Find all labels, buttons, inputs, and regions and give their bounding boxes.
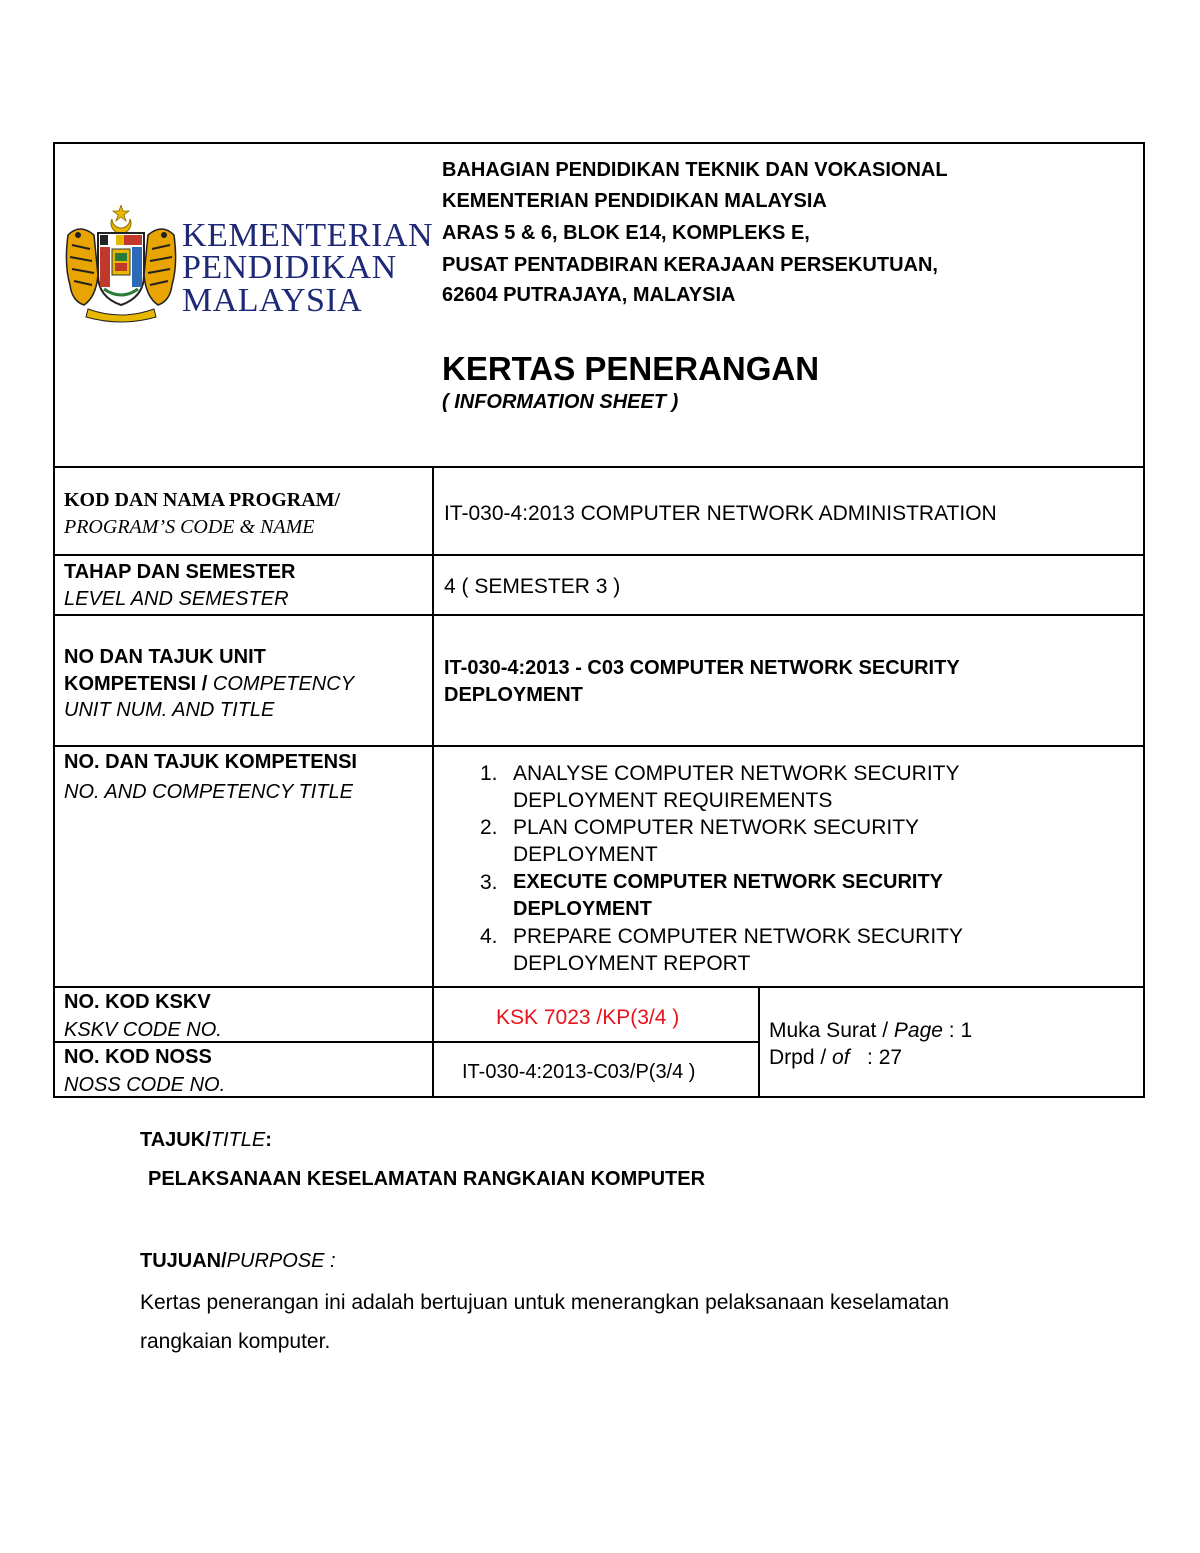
purpose-text-line-2: rangkaian komputer. [140,1330,331,1353]
purpose-text-line-1: Kertas penerangan ini adalah bertujuan untuk menerangkan pelaksanaan keselamatan [140,1291,950,1314]
noss-label-en: NOSS CODE NO. [64,1074,226,1096]
list-item-line-2: DEPLOYMENT [513,843,658,866]
level-value: 4 ( SEMESTER 3 ) [444,575,621,598]
unit-label-bm-2: KOMPETENSI / [64,673,213,695]
document-subtitle: ( INFORMATION SHEET ) [442,391,679,413]
program-label-en: PROGRAM’S CODE & NAME [64,516,315,538]
address-line-3: ARAS 5 & 6, BLOK E14, KOMPLEKS E, [442,222,810,244]
ministry-logo [60,205,432,325]
kskv-label-en: KSKV CODE NO. [64,1019,222,1041]
document-title: KERTAS PENERANGAN [442,350,820,387]
purpose-label-en: PURPOSE : [226,1250,336,1272]
kskv-label-bm: NO. KOD KSKV [64,991,211,1013]
list-item-line-2: DEPLOYMENT REPORT [513,952,751,975]
program-label-bm: KOD DAN NAMA PROGRAM/ [64,489,341,511]
address-line-1: BAHAGIAN PENDIDIKAN TEKNIK DAN VOKASIONAL [442,159,948,181]
unit-label-line-2 [64,674,354,694]
unit-label-bm-1: NO DAN TAJUK UNIT [64,646,266,668]
unit-value-2: DEPLOYMENT [444,684,583,706]
page-label-en: Page [893,1019,943,1042]
noss-label-bm: NO. KOD NOSS [64,1046,212,1068]
unit-label-en-2: COMPETENCY [212,673,355,695]
page-value: : 1 [942,1019,973,1042]
page-total [769,1047,902,1068]
title-label-en: TITLE [210,1129,266,1151]
page-total-value: : 27 [849,1046,903,1069]
unit-label-en-3: UNIT NUM. AND TITLE [64,699,275,721]
unit-value-1: IT-030-4:2013 - C03 COMPUTER NETWORK SECURITY [444,657,960,679]
list-item-line-1: EXECUTE COMPUTER NETWORK SECURITY [513,871,944,893]
title-label [140,1130,272,1150]
title-label-bm: TAJUK/ [140,1129,211,1151]
list-item-number: 1. [480,762,498,785]
address-line-2: KEMENTERIAN PENDIDIKAN MALAYSIA [442,190,827,212]
list-item-number: 2. [480,816,498,839]
competency-label-en: NO. AND COMPETENCY TITLE [64,781,353,803]
list-item-line-1: ANALYSE COMPUTER NETWORK SECURITY [513,762,960,785]
list-item-line-1: PREPARE COMPUTER NETWORK SECURITY [513,925,963,948]
page-label-bm: Muka Surat / [769,1019,894,1042]
list-item-number: 3. [480,871,498,894]
jata-negara-crest-icon [60,205,182,323]
level-label-bm: TAHAP DAN SEMESTER [64,561,296,583]
program-value: IT-030-4:2013 COMPUTER NETWORK ADMINISTRATION [444,502,997,525]
logo-text-line-2: PENDIDIKAN [182,249,397,286]
level-label-en: LEVEL AND SEMESTER [64,588,289,610]
purpose-label [140,1251,336,1271]
logo-text-line-1: KEMENTERIAN [182,217,434,254]
logo-text-line-3: MALAYSIA [182,282,363,319]
title-value: PELAKSANAAN KESELAMATAN RANGKAIAN KOMPUTER [148,1168,706,1190]
noss-value: IT-030-4:2013-C03/P(3/4 ) [462,1061,696,1083]
list-item-line-1: PLAN COMPUTER NETWORK SECURITY [513,816,920,839]
page-total-label-bm: Drpd / [769,1046,833,1069]
page-number [769,1020,972,1041]
competency-label-bm: NO. DAN TAJUK KOMPETENSI [64,751,357,773]
page-total-label-en: of [832,1046,850,1069]
list-item-line-2: DEPLOYMENT REQUIREMENTS [513,789,833,812]
title-label-colon: : [265,1129,272,1151]
address-line-4: PUSAT PENTADBIRAN KERAJAAN PERSEKUTUAN, [442,254,938,276]
address-line-5: 62604 PUTRAJAYA, MALAYSIA [442,284,736,306]
kskv-value: KSK 7023 /KP(3/4 ) [496,1006,680,1029]
list-item-number: 4. [480,925,498,948]
list-item-line-2: DEPLOYMENT [513,898,652,920]
purpose-label-bm: TUJUAN/ [140,1250,227,1272]
